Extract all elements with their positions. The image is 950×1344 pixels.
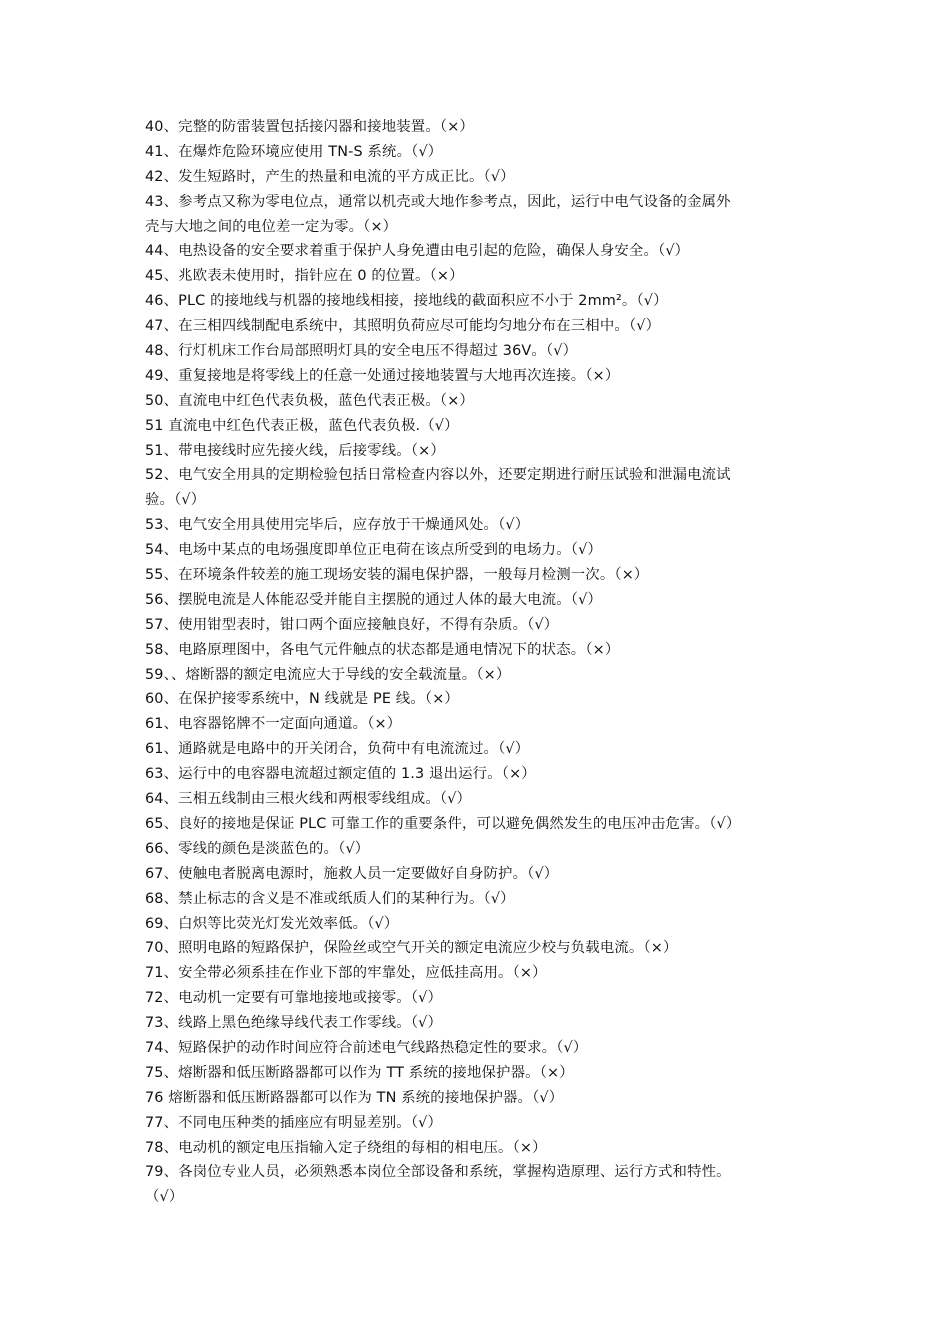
text-line: 验。（√） bbox=[145, 492, 206, 509]
text-line: 57、使用钳型表时，钳口两个面应接触良好，不得有杂质。（√） bbox=[145, 616, 559, 633]
text-line: 46、PLC 的接地线与机器的接地线相接，接地线的截面积应不小于 2mm²。（√） bbox=[145, 293, 668, 310]
text-line: 61、通路就是电路中的开关闭合，负荷中有电流流过。（√） bbox=[145, 741, 530, 758]
text-line: 75、熔断器和低压断路器都可以作为 TT 系统的接地保护器。（×） bbox=[145, 1064, 574, 1081]
text-line: 51、带电接线时应先接火线，后接零线。（×） bbox=[145, 442, 445, 459]
text-line: 77、不同电压种类的插座应有明显差别。（√） bbox=[145, 1114, 443, 1131]
text-line: 53、电气安全用具使用完毕后，应存放于干燥通风处。（√） bbox=[145, 517, 530, 534]
text-line: 76 熔断器和低压断路器都可以作为 TN 系统的接地保护器。（√） bbox=[145, 1089, 564, 1106]
text-line: 67、使触电者脱离电源时，施救人员一定要做好自身防护。（√） bbox=[145, 865, 559, 882]
document-page bbox=[145, 115, 815, 1210]
text-line: 壳与大地之间的电位差一定为零。（×） bbox=[145, 218, 398, 235]
text-line: 41、在爆炸危险环境应使用 TN-S 系统。（√） bbox=[145, 143, 443, 160]
text-line: 50、直流电中红色代表负极，蓝色代表正极。（×） bbox=[145, 392, 474, 409]
text-line: 47、在三相四线制配电系统中，其照明负荷应尽可能均匀地分布在三相中。（√） bbox=[145, 318, 661, 335]
text-line: 66、零线的颜色是淡蓝色的。（√） bbox=[145, 840, 370, 857]
text-line: 43、参考点又称为零电位点，通常以机壳或大地作参考点，因此，运行中电气设备的金属外 bbox=[145, 193, 731, 210]
text-line: 72、电动机一定要有可靠地接地或接零。（√） bbox=[145, 990, 443, 1007]
text-line: 70、照明电路的短路保护，保险丝或空气开关的额定电流应少校与负载电流。（×） bbox=[145, 940, 678, 957]
text-line: （√） bbox=[145, 1189, 184, 1206]
text-line: 44、电热设备的安全要求着重于保护人身免遭由电引起的危险，确保人身安全。（√） bbox=[145, 243, 690, 260]
text-line: 56、摆脱电流是人体能忍受并能自主摆脱的通过人体的最大电流。（√） bbox=[145, 591, 602, 608]
text-line: 73、线路上黑色绝缘导线代表工作零线。（√） bbox=[145, 1015, 443, 1032]
text-line: 51 直流电中红色代表正极，蓝色代表负极.（√） bbox=[145, 417, 459, 434]
text-line: 60、在保护接零系统中，N 线就是 PE 线。（×） bbox=[145, 691, 459, 708]
text-line: 42、发生短路时，产生的热量和电流的平方成正比。（√） bbox=[145, 168, 515, 185]
text-line: 59、、熔断器的额定电流应大于导线的安全载流量。（×） bbox=[145, 666, 511, 683]
text-line: 71、安全带必须系挂在作业下部的牢靠处，应低挂高用。（×） bbox=[145, 965, 547, 982]
text-line: 49、重复接地是将零线上的任意一处通过接地装置与大地再次连接。（×） bbox=[145, 367, 620, 384]
text-line: 68、禁止标志的含义是不准或纸质人们的某种行为。（√） bbox=[145, 890, 515, 907]
text-line: 45、兆欧表未使用时，指针应在 0 的位置。（×） bbox=[145, 268, 464, 285]
text-line: 79、各岗位专业人员，必须熟悉本岗位全部设备和系统，掌握构造原理、运行方式和特性。 bbox=[145, 1164, 731, 1181]
text-line: 69、白炽等比荧光灯发光效率低。（√） bbox=[145, 915, 399, 932]
text-line: 55、在环境条件较差的施工现场安装的漏电保护器，一般每月检测一次。（×） bbox=[145, 567, 649, 584]
text-line: 61、电容器铭牌不一定面向通道。（×） bbox=[145, 716, 402, 733]
text-line: 65、良好的接地是保证 PLC 可靠工作的重要条件，可以避免偶然发生的电压冲击危害。（√） bbox=[145, 815, 741, 832]
text-line: 54、电场中某点的电场强度即单位正电荷在该点所受到的电场力。（√） bbox=[145, 542, 602, 559]
text-line: 48、行灯机床工作台局部照明灯具的安全电压不得超过 36V。（√） bbox=[145, 343, 578, 360]
text-line: 63、运行中的电容器电流超过额定值的 1.3 退出运行。（×） bbox=[145, 766, 536, 783]
text-line: 40、完整的防雷装置包括接闪器和接地装置。（×） bbox=[145, 119, 474, 135]
text-line: 58、电路原理图中，各电气元件触点的状态都是通电情况下的状态。（×） bbox=[145, 641, 620, 658]
text-line: 78、电动机的额定电压指输入定子绕组的每相的相电压。（×） bbox=[145, 1139, 547, 1156]
text-line: 52、电气安全用具的定期检验包括日常检查内容以外，还要定期进行耐压试验和泄漏电流试 bbox=[145, 467, 731, 484]
text-line: 74、短路保护的动作时间应符合前述电气线路热稳定性的要求。（√） bbox=[145, 1039, 588, 1056]
text-line: 64、三相五线制由三根火线和两根零线组成。（√） bbox=[145, 791, 472, 808]
